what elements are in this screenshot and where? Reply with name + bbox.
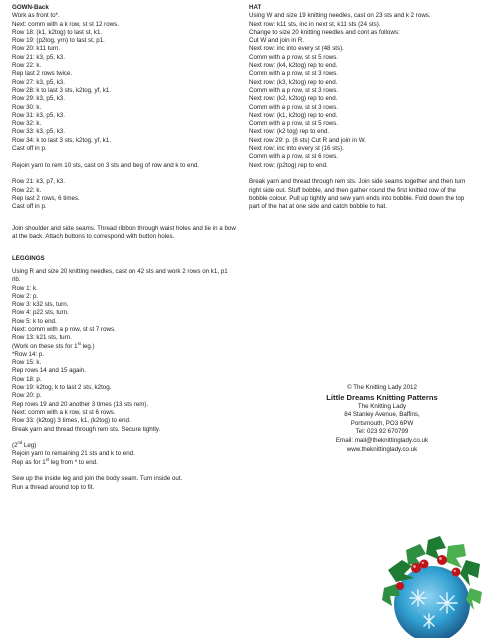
- leggings-line: Rep rows 14 and 15 again.: [12, 367, 86, 375]
- gown-line: Row 28: k to last 3 sts, k2tog, yf, k1.: [12, 86, 112, 94]
- christmas-wreath-logo-icon: [382, 530, 484, 638]
- hat-line: Cut W and join in R.: [249, 37, 305, 45]
- leggings-line: Row 20: p.: [12, 392, 42, 400]
- hat-intro: Using W and size 19 knitting needles, cast on 23 sts and k 2 rows.: [249, 12, 431, 20]
- leggings-rejoin: Rejoin yarn to remaining 21 sts and k to end.: [12, 450, 135, 458]
- hat-heading: HAT: [249, 4, 262, 11]
- hat-line: Comm with a p row, st st 3 rows.: [249, 86, 339, 94]
- leggings-second-leg: (2nd Leg): [12, 440, 37, 450]
- email: Email: mail@theknittinglady.co.uk: [335, 436, 429, 444]
- hat-line: Change to size 20 knitting needles and cont as follows:: [249, 28, 400, 36]
- address-line-2: Portsmouth, PO3 6PW: [350, 419, 414, 427]
- leggings-line: *Row 14: p.: [12, 350, 44, 358]
- leggings-line: Row 19: k2tog, k to last 2 sts, k2tog.: [12, 384, 112, 392]
- leggings-line: Row 1: k.: [12, 284, 38, 292]
- leggings-line: Row 5: k to end.: [12, 317, 57, 325]
- hat-line: Comm with a p row, st st 6 rows.: [249, 153, 339, 161]
- contact-info: [318, 384, 446, 454]
- company-name: The Knitting Lady: [357, 402, 407, 410]
- address-line-1: 84 Stanley Avenue, Baffins,: [344, 411, 420, 419]
- gown-line: Cast off in p.: [12, 203, 47, 211]
- gown-line: Row 21: k3, p5, k3.: [12, 53, 65, 61]
- gown-line: Row 32: k.: [12, 120, 42, 128]
- gown-line: Row 22: k.: [12, 62, 42, 70]
- leggings-line: Row 2: p.: [12, 292, 39, 300]
- gown-line: Row 22: k.: [12, 186, 42, 194]
- gown-line: Row 29: k3, p5, k3.: [12, 95, 65, 103]
- leggings-rep: Rep as for 1st leg from * to end.: [12, 456, 98, 466]
- gown-line: Work as front to*.: [12, 12, 60, 20]
- leggings-sew: Sew up the inside leg and join the body seam. Turn inside out.: [12, 475, 183, 483]
- leggings-line: Row 3: k32 sts, turn.: [12, 301, 69, 309]
- gown-line: Row 19: (p2tog, yrn) to last st, p1.: [12, 37, 105, 45]
- gown-heading: GOWN-Back: [12, 4, 49, 11]
- gown-line: Next: comm with a k row, st st 12 rows.: [12, 20, 119, 28]
- leggings-line: Break yarn and thread through rem sts. Secure tightly.: [12, 425, 161, 433]
- leggings-line: Rep rows 19 and 20 another 3 times (13 sts rem).: [12, 400, 149, 408]
- leggings-line: Row 33: (k2tog) 3 times, k1, (k2tog) to end.: [12, 417, 131, 425]
- hat-line: Next row: inc into every st (16 sts).: [249, 145, 344, 153]
- leggings-line: Row 18: p.: [12, 375, 42, 383]
- leggings-line: Next: comm with a k row, st st 6 rows.: [12, 408, 116, 416]
- brand-name: Little Dreams Knitting Patterns: [326, 392, 438, 402]
- gown-rejoin: Rejoin yarn to rem 10 sts, cast on 3 sts and beg of row and k to end.: [12, 161, 200, 169]
- gown-line: Row 33: k3, p5, k3.: [12, 128, 65, 136]
- hat-line: Next row: (k4, k2tog) rep to end.: [249, 62, 338, 70]
- hat-line: Comm with a p row, st st 3 rows.: [249, 103, 339, 111]
- gown-line: Row 27: k3, p5, k3.: [12, 78, 65, 86]
- telephone: Tel: 023 92 670799: [355, 428, 409, 436]
- hat-line: Next row: (k3, k2tog) rep to end.: [249, 78, 338, 86]
- leggings-heading: LEGGINGS: [12, 254, 45, 262]
- hat-line: Next row: k11 sts, inc in next st, k11 sts (24 sts).: [249, 20, 381, 28]
- leggings-lines: [12, 285, 236, 343]
- gown-lines: [12, 12, 236, 153]
- left-column: [12, 4, 236, 492]
- hat-line: Next row: inc into every st (48 sts).: [249, 45, 344, 53]
- leggings-line: Next: comm with a p row, st st 7 rows.: [12, 325, 116, 333]
- leggings-run: Run a thread around top to fit.: [12, 483, 95, 491]
- hat-line: Next row 29: p. (8 sts) Cut R and join in W.: [249, 136, 366, 144]
- gown-line: Row 30: k.: [12, 103, 42, 111]
- copyright-line: © The Knitting Lady 2012: [347, 384, 417, 391]
- gown-line: Row 18: (k1, k2tog) to last st, k1.: [12, 28, 103, 36]
- hat-line: Next row: (k1, k2tog) rep to end.: [249, 111, 338, 119]
- gown-finishing: Join shoulder and side seams. Thread ribbon through waist holes and tie in a bow at the back. Attach buttons to correspond with button holes.: [12, 224, 236, 241]
- hat-lines: [249, 21, 475, 170]
- gown-line: Row 34: k to last 3 sts, k2tog, yf, k1.: [12, 136, 112, 144]
- gown-line: Row 20: k11 turn.: [12, 45, 61, 53]
- leggings-these-sts: (Work on these sts for 1st leg.): [12, 340, 95, 350]
- leggings-line: Row 4: p22 sts, turn.: [12, 309, 69, 317]
- hat-line: Next row: (p2tog) rep to end.: [249, 161, 328, 169]
- leggings-line: Row 13: k21 sts, turn.: [12, 334, 72, 342]
- hat-line: Comm with a p row, st st 5 rows.: [249, 53, 339, 61]
- gown-line: Row 21: k3, p7, k3.: [12, 178, 65, 186]
- hat-line: Next row: (k2 tog) rep to end.: [249, 128, 330, 136]
- hat-line: Comm with a p row, st st 3 rows.: [249, 70, 339, 78]
- website: www.theknittinglady.co.uk: [346, 445, 418, 453]
- gown-line: Cast off in p.: [12, 145, 47, 153]
- right-column: [249, 4, 475, 211]
- hat-finishing: Break yarn and thread through rem sts. Join side seams together and then turn right side out. Stuff bobble, and then gather round the first knitted row of the bobble colour. Pull up tightly and sew yarn ends into bobble. Fold down the top part of the hat at one side and catch bobble to hat.: [249, 178, 466, 211]
- leggings-intro: Using R and size 20 knitting needles, cast on 42 sts and work 2 rows on k1, p1 rib.: [12, 267, 228, 284]
- gown-lines-2: [12, 178, 236, 211]
- leggings-line: Row 15: k.: [12, 359, 42, 367]
- leggings-lines-2: [12, 351, 236, 434]
- gown-line: Row 31: k3, p5, k3.: [12, 111, 65, 119]
- hat-line: Next row: (k2, k2tog) rep to end.: [249, 95, 338, 103]
- gown-line: Rep last 2 rows twice.: [12, 70, 73, 78]
- hat-line: Comm with a p row, st st 5 rows.: [249, 120, 339, 128]
- gown-line: Rep last 2 rows, 6 times.: [12, 194, 80, 202]
